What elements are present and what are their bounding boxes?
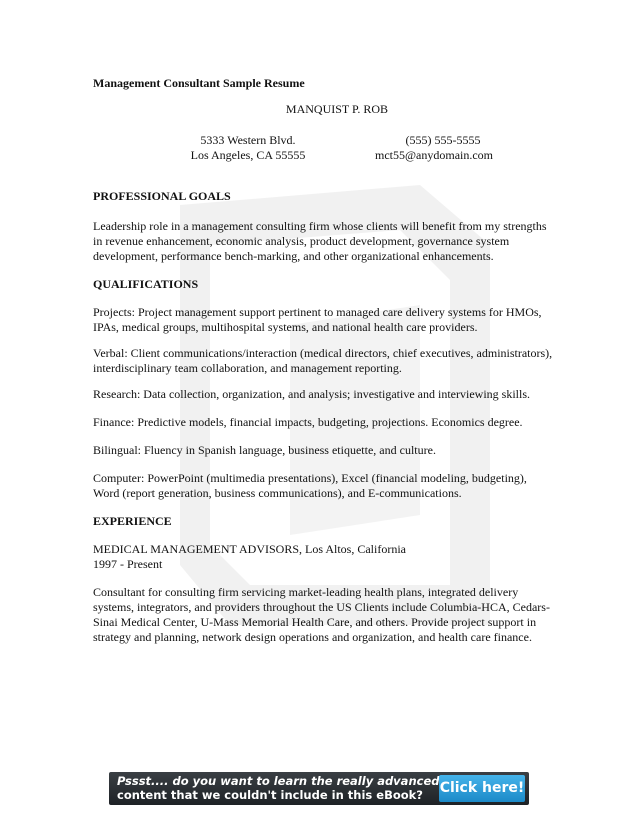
qualification-item: Projects: Project management support pertinent to managed care delivery systems for HMOs, IPAs, medical groups, multihospital systems, and national health care providers. — [93, 305, 542, 334]
qualification-item: Finance: Predictive models, financial impacts, budgeting, projections. Economics degree. — [93, 415, 523, 429]
address-block — [153, 133, 343, 163]
candidate-name: MANQUIST P. ROB — [285, 102, 389, 116]
qualification-item: Research: Data collection, organization, and analysis; investigative and interviewing skills. — [93, 387, 530, 401]
experience-heading: EXPERIENCE — [93, 514, 172, 528]
document-title: Management Consultant Sample Resume — [93, 76, 305, 90]
employer: MEDICAL MANAGEMENT ADVISORS, Los Altos, California — [93, 542, 407, 556]
email: mct55@anydomain.com — [374, 148, 494, 162]
qualification-item: Bilingual: Fluency in Spanish language, business etiquette, and culture. — [93, 443, 436, 457]
promo-text-line2: content that we couldn't include in this eBook? — [117, 788, 423, 802]
goals-heading: PROFESSIONAL GOALS — [93, 189, 231, 203]
qualification-item: Verbal: Client communications/interaction (medical directors, chief executives, administrators), interdisciplinary team collaboration, and management reporting. — [93, 346, 553, 375]
click-here-button[interactable]: Click here! — [439, 775, 525, 802]
qualification-item: Computer: PowerPoint (multimedia presentations), Excel (financial modeling, budgeting), Word (report generation, business communications), and E-communications. — [93, 471, 527, 500]
employment-dates: 1997 - Present — [93, 557, 163, 571]
promo-banner[interactable] — [109, 772, 529, 805]
goals-text: Leadership role in a management consulting firm whose clients will benefit from my strengths in revenue enhancement, economic analysis, product development, governance system development, performance bench-marking, and other organizational enhancements. — [93, 219, 547, 263]
promo-text-line1: Pssst.... do you want to learn the really advanced — [117, 774, 440, 788]
contact-block — [93, 133, 553, 163]
address-line2: Los Angeles, CA 55555 — [190, 148, 306, 162]
experience-text: Consultant for consulting firm servicing market-leading health plans, integrated delivery systems, integrators, and providers throughout the US Clients include Columbia-HCA, Cedars-Sinai Medical Center, U-Mass Memorial Health Care, and others. Provide project support in strategy and planning, network design operations and organization, and health care finance. — [93, 585, 550, 644]
phone-email-block — [353, 133, 533, 163]
address-line1: 5333 Western Blvd. — [200, 133, 296, 147]
qualifications-heading: QUALIFICATIONS — [93, 277, 199, 291]
phone: (555) 555-5555 — [405, 133, 481, 147]
promo-text — [117, 774, 440, 802]
resume-content — [93, 76, 553, 645]
